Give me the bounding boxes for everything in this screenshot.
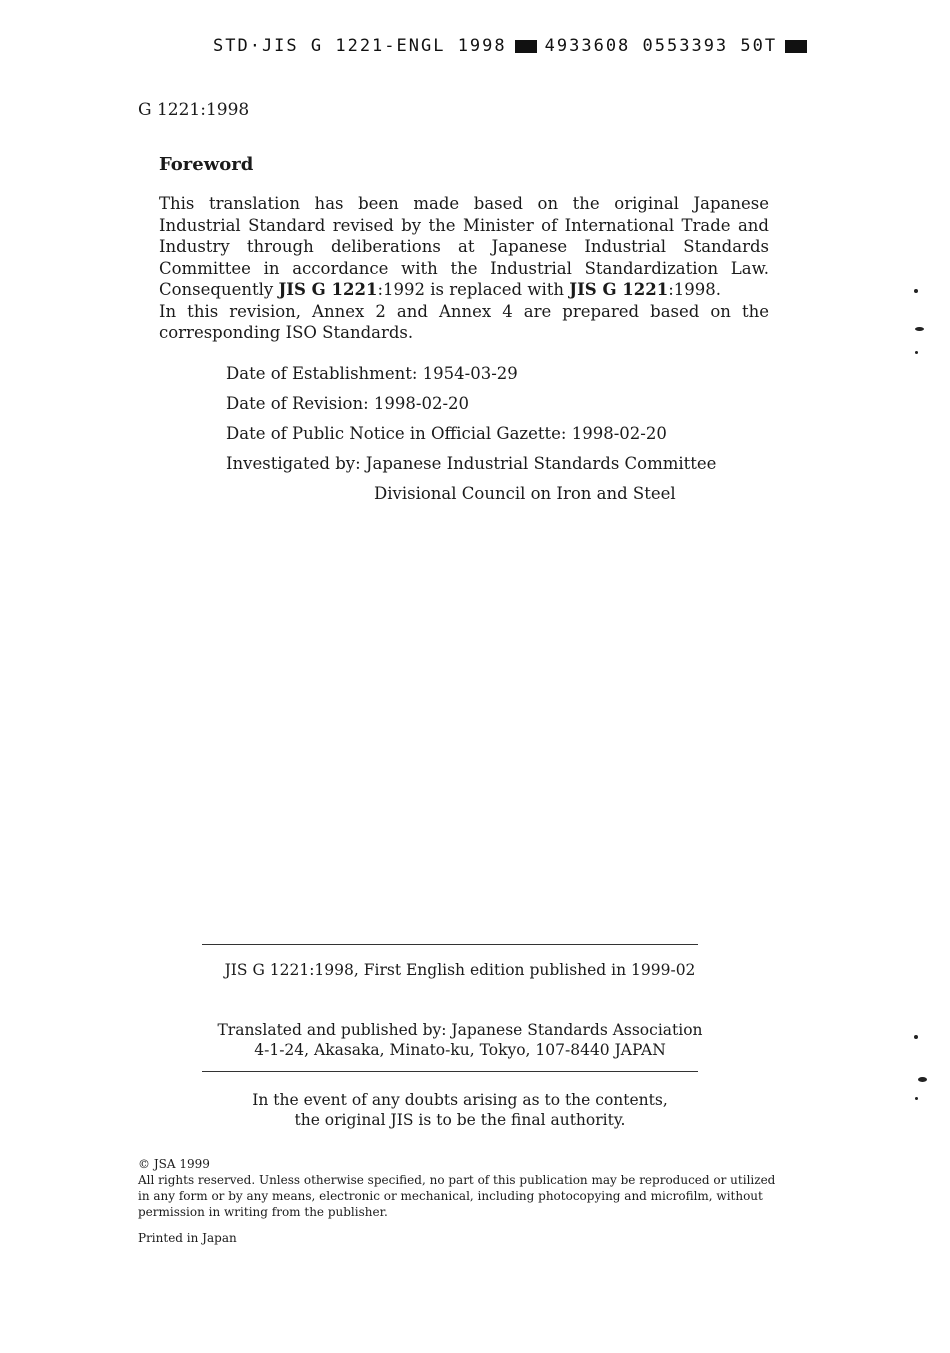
scan-speck [914,289,918,293]
printed-in-note: Printed in Japan [138,1231,237,1245]
date-of-public-notice: Date of Public Notice in Official Gazette: 1998-02-20 [226,424,667,443]
publisher-line: Translated and published by: Japanese Standards Association [217,1021,703,1039]
publisher-block [150,1020,770,1060]
copyright-block [138,1156,778,1220]
black-block-mark [515,40,537,53]
foreword-paragraph-1 [159,193,769,301]
document-number: G 1221:1998 [138,100,250,120]
foreword-text: This translation has been made based on the original Japanese Industrial Standard revised by the Minister of International Trade and Industry through deliberations at Japanese Industrial Standards Committee in accordance with the Industrial Standardization Law. Consequently [159,194,769,299]
divisional-council: Divisional Council on Iron and Steel [374,484,676,503]
scan-speck [915,351,918,354]
foreword-text: :1992 is replaced with [377,280,570,299]
authority-line: the original JIS is to be the final authority. [294,1111,626,1129]
divider [202,1071,698,1072]
document-code-header [213,36,807,56]
date-of-establishment: Date of Establishment: 1954-03-29 [226,364,518,383]
edition-note: JIS G 1221:1998, First English edition published in 1999-02 [224,961,696,979]
authority-line: In the event of any doubts arising as to the contents, [252,1091,668,1109]
divider [202,944,698,945]
date-of-revision: Date of Revision: 1998-02-20 [226,394,470,413]
foreword-paragraph-2: In this revision, Annex 2 and Annex 4 are prepared based on the corresponding ISO Standards. [159,301,769,342]
scan-speck [918,1077,927,1082]
copyright-line: © JSA 1999 [138,1157,210,1171]
rights-statement: All rights reserved. Unless otherwise specified, no part of this publication may be reproduced or utilized in any form or by any means, electronic or mechanical, including photocopying and microfilm, without permission in writing from the publisher. [138,1173,776,1219]
investigated-by: Investigated by: Japanese Industrial Standards Committee [226,454,717,473]
black-block-mark [785,40,807,53]
standard-reference: JIS G 1221 [278,280,378,299]
standard-reference: JIS G 1221 [569,280,669,299]
header-code-part1: STD·JIS G 1221-ENGL 1998 [213,36,507,56]
scan-speck [915,327,924,331]
authority-note [150,1090,770,1130]
foreword-heading: Foreword [159,154,254,175]
scan-speck [914,1035,918,1039]
scan-speck [915,1097,918,1100]
foreword-body [159,193,769,344]
publisher-address: 4-1-24, Akasaka, Minato-ku, Tokyo, 107-8440 JAPAN [254,1041,666,1059]
foreword-text: :1998. [668,280,722,299]
header-code-part2: 4933608 0553393 50T [544,36,778,56]
